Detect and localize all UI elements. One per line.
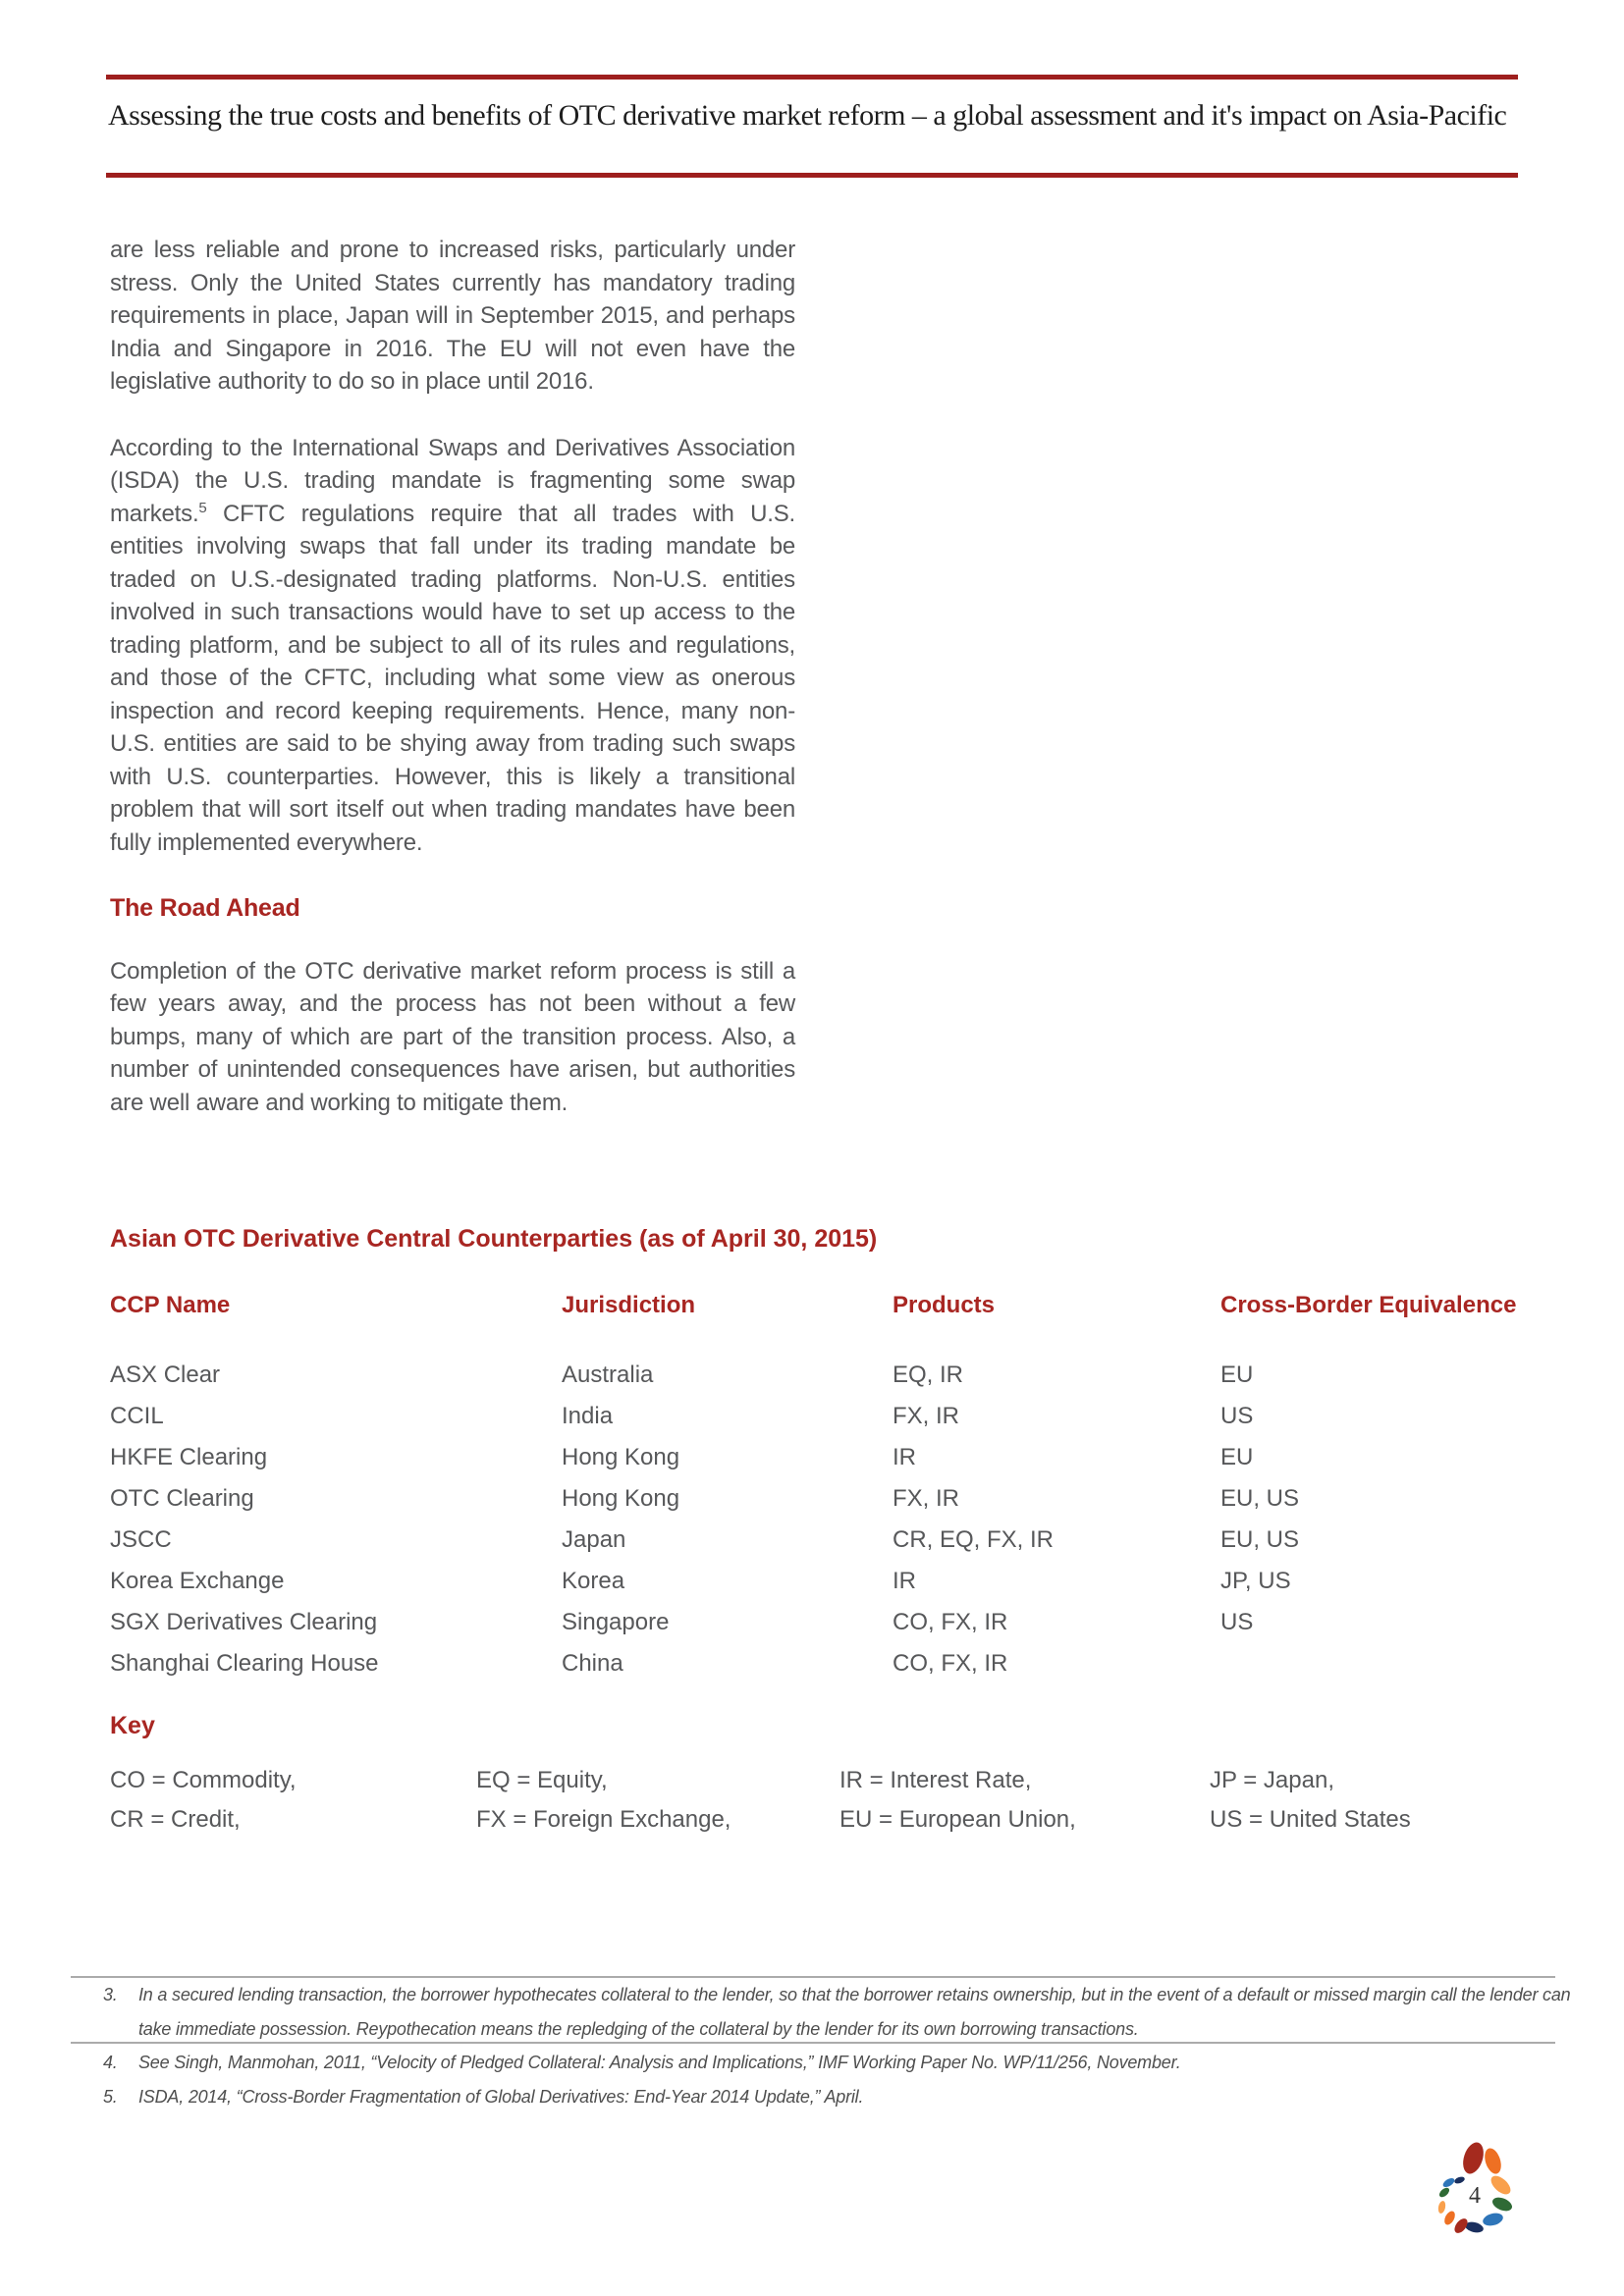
table-cell: Korea bbox=[562, 1568, 625, 1594]
table-cell: ASX Clear bbox=[110, 1362, 221, 1388]
footnote-4-label: 4. bbox=[103, 2053, 118, 2072]
road-ahead-heading: The Road Ahead bbox=[110, 894, 300, 922]
table-cell: US bbox=[1220, 1403, 1254, 1429]
footnote-3-label: 3. bbox=[103, 1985, 118, 2004]
footnote-3-text: In a secured lending transaction, the borrower hypothecates collateral to the lender, so that the borrower retains ownership, but in the event of a default or missed margin call the lender can bbox=[138, 1985, 1571, 2004]
table-cell: Japan bbox=[562, 1526, 626, 1553]
ccp-table-header-row bbox=[110, 1292, 1518, 1319]
paragraph-1: are less reliable and prone to increased risks, particularly under stress. Only the United States currently has mandatory trading requirements in place, Japan will in September 2015, and perhaps India and Singapore in 2016. The EU will not even have the legislative authority to do so in place until 2016. bbox=[110, 237, 795, 395]
key-item: CO = Commodity, bbox=[110, 1767, 297, 1793]
body-text-column bbox=[110, 234, 795, 1152]
table-cell: CO, FX, IR bbox=[893, 1650, 1008, 1677]
paragraph-3: Completion of the OTC derivative market reform process is still a few years away, and the process has not been without a few bumps, many of which are part of the transition process. Also, a number of unintended consequences have arisen, but authorities are well aware and working to mitigate them. bbox=[110, 957, 795, 1116]
table-cell: JSCC bbox=[110, 1526, 172, 1553]
table-cell: Hong Kong bbox=[562, 1485, 680, 1512]
key-item: EU = European Union, bbox=[839, 1806, 1076, 1833]
ccp-table-body bbox=[110, 1355, 1518, 1684]
logo-petal bbox=[1490, 2195, 1514, 2214]
key-item: US = United States bbox=[1210, 1806, 1411, 1833]
table-cell: China bbox=[562, 1650, 623, 1677]
paragraph-2-text: According to the International Swaps and Derivatives Association (ISDA) the U.S. trading mandate is fragmenting some swap markets. bbox=[110, 434, 795, 527]
page-number: 4 bbox=[1469, 2183, 1481, 2209]
table-cell: FX, IR bbox=[893, 1403, 960, 1429]
key-item: FX = Foreign Exchange, bbox=[476, 1806, 731, 1833]
key-item: IR = Interest Rate, bbox=[839, 1767, 1032, 1793]
key-heading: Key bbox=[110, 1712, 155, 1739]
table-cell: EU, US bbox=[1220, 1526, 1300, 1553]
table-cell: CO, FX, IR bbox=[893, 1609, 1008, 1635]
key-legend bbox=[110, 1761, 1518, 1840]
footnote-3-line-1 bbox=[103, 1985, 1570, 2005]
table-cell: EU bbox=[1220, 1444, 1254, 1470]
table-cell: Australia bbox=[562, 1362, 654, 1388]
table-cell: US bbox=[1220, 1609, 1254, 1635]
table-cell: IR bbox=[893, 1444, 916, 1470]
logo-petal bbox=[1488, 2172, 1514, 2198]
footnote-separator-rule bbox=[71, 1976, 1555, 1978]
footnote-ref-5: 5 bbox=[198, 499, 207, 516]
table-cell: SGX Derivatives Clearing bbox=[110, 1609, 378, 1635]
column-header-products: Products bbox=[893, 1292, 996, 1318]
footnote-underline-rule bbox=[71, 2042, 1555, 2044]
table-cell: Hong Kong bbox=[562, 1444, 680, 1470]
column-header-cross-border: Cross-Border Equivalence bbox=[1220, 1292, 1517, 1318]
table-cell: EU, US bbox=[1220, 1485, 1300, 1512]
footnote-4-text: See Singh, Manmohan, 2011, “Velocity of Pledged Collateral: Analysis and Implications,” IMF Working Paper No. WP/11/256, November. bbox=[138, 2053, 1181, 2072]
logo-petal bbox=[1459, 2140, 1487, 2176]
logo-petal bbox=[1437, 2186, 1451, 2199]
table-cell: CCIL bbox=[110, 1403, 164, 1429]
logo-petal bbox=[1482, 2146, 1504, 2175]
header-bottom-rule bbox=[106, 173, 1518, 178]
table-cell: Shanghai Clearing House bbox=[110, 1650, 379, 1677]
table-cell: HKFE Clearing bbox=[110, 1444, 268, 1470]
table-cell: EQ, IR bbox=[893, 1362, 964, 1388]
table-cell: FX, IR bbox=[893, 1485, 960, 1512]
key-item: JP = Japan, bbox=[1210, 1767, 1334, 1793]
table-cell: Singapore bbox=[562, 1609, 670, 1635]
logo-petal bbox=[1482, 2211, 1504, 2227]
header-top-rule bbox=[106, 75, 1518, 80]
footnote-5 bbox=[103, 2087, 863, 2108]
table-cell: India bbox=[562, 1403, 614, 1429]
key-item: CR = Credit, bbox=[110, 1806, 241, 1833]
table-cell bbox=[1220, 1643, 1518, 1684]
column-header-jurisdiction: Jurisdiction bbox=[562, 1292, 696, 1318]
table-cell: EU bbox=[1220, 1362, 1254, 1388]
column-header-ccp-name: CCP Name bbox=[110, 1292, 231, 1318]
footnote-4 bbox=[103, 2053, 1181, 2073]
paragraph-2 bbox=[110, 432, 795, 860]
key-item: EQ = Equity, bbox=[476, 1767, 608, 1793]
table-cell: CR, EQ, FX, IR bbox=[893, 1526, 1055, 1553]
table-cell: OTC Clearing bbox=[110, 1485, 254, 1512]
table-cell: JP, US bbox=[1220, 1568, 1291, 1594]
logo-petal bbox=[1437, 2200, 1447, 2214]
footnote-5-label: 5. bbox=[103, 2087, 118, 2107]
paragraph-2-text-cont: CFTC regulations require that all trades with U.S. entities involving swaps that fall under its trading mandate be traded on U.S.-designated trading platforms. Non-U.S. entities involved in such transactions would have to set up access to the trading platform, and be subject to all of its rules and regulations, and those of the CFTC, including what some view as onerous inspection and record keeping requirements. Hence, many non-U.S. entities are said to be shying away from trading such swaps with U.S. counterparties. However, this is likely a transitional problem that will sort itself out when trading mandates have been fully implemented everywhere. bbox=[110, 500, 795, 856]
ccp-table-title: Asian OTC Derivative Central Counterparties (as of April 30, 2015) bbox=[110, 1225, 878, 1253]
running-header-title: Assessing the true costs and benefits of OTC derivative market reform – a global assessment and it's impact on Asia-Pacific bbox=[108, 99, 1507, 132]
table-cell: IR bbox=[893, 1568, 916, 1594]
footnote-5-text: ISDA, 2014, “Cross-Border Fragmentation of Global Derivatives: End-Year 2014 Update,” April. bbox=[138, 2087, 864, 2107]
table-cell: Korea Exchange bbox=[110, 1568, 285, 1594]
footnote-3-line-2: take immediate possession. Reypothecation means the repledging of the collateral by the lender for its own borrowing transactions. bbox=[138, 2019, 1139, 2039]
